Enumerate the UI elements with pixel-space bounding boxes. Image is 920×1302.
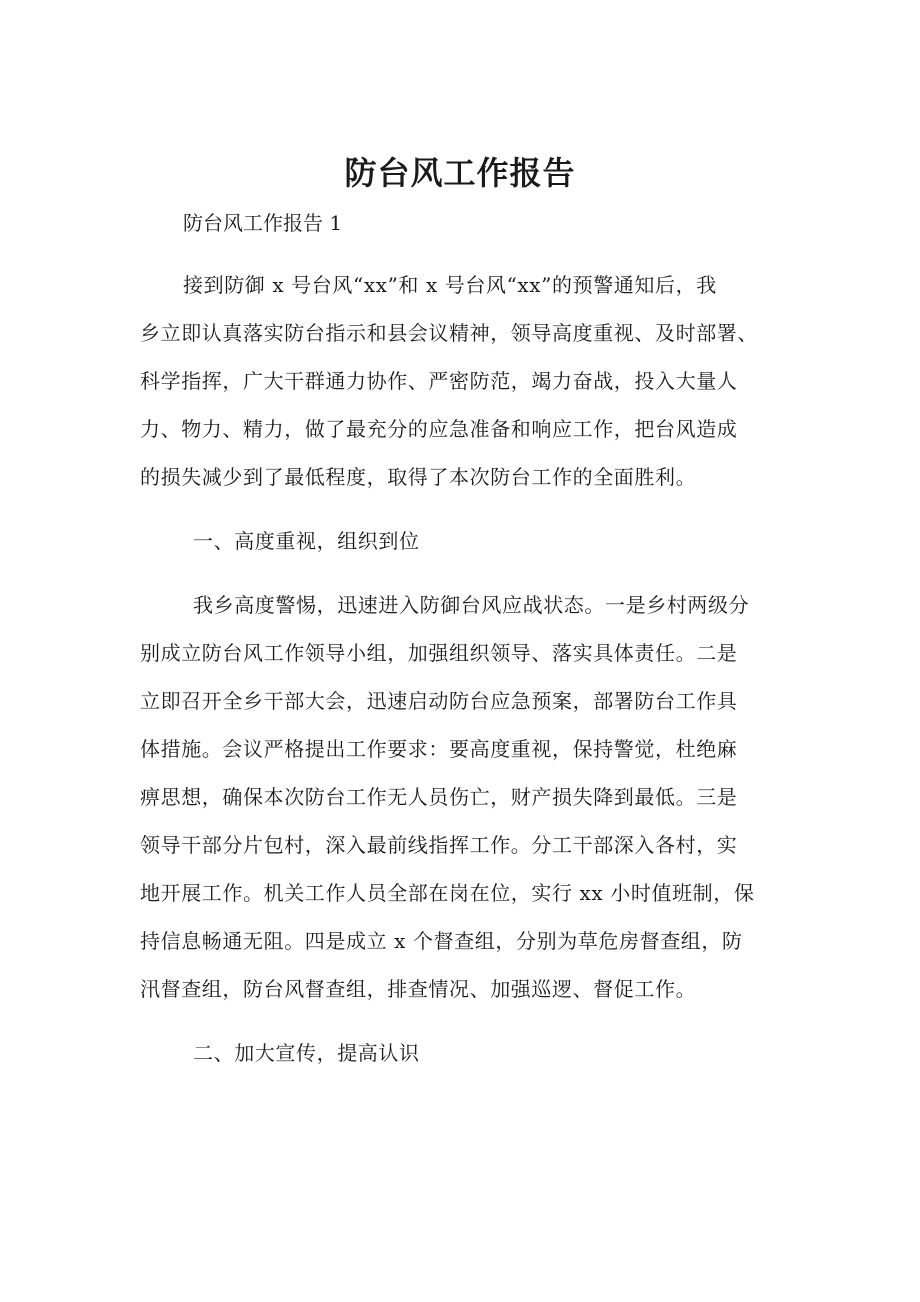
paragraph2-line: 持信息畅通无阻。四是成立 x 个督查组，分别为草危房督查组，防	[140, 929, 743, 953]
section-heading-1: 一、高度重视，组织到位	[193, 529, 420, 553]
paragraph1-line: 乡立即认真落实防台指示和县会议精神，领导高度重视、及时部署、	[140, 321, 758, 345]
paragraph2-line: 领导干部分片包村，深入最前线指挥工作。分工干部深入各村，实	[140, 833, 738, 857]
paragraph2-line: 立即召开全乡干部大会，迅速启动防台应急预案，部署防台工作具	[140, 689, 738, 713]
paragraph2-line: 我乡高度警惕，迅速进入防御台风应战状态。一是乡村两级分	[193, 593, 750, 617]
document-subtitle: 防台风工作报告 1	[183, 211, 343, 235]
paragraph2-line: 体措施。会议严格提出工作要求：要高度重视，保持警觉，杜绝麻	[140, 737, 738, 761]
paragraph2-line: 痹思想，确保本次防台工作无人员伤亡，财产损失降到最低。三是	[140, 785, 738, 809]
paragraph2-line: 汛督查组，防台风督查组，排查情况、加强巡逻、督促工作。	[140, 977, 697, 1001]
paragraph1-line: 科学指挥，广大干群通力协作、严密防范，竭力奋战，投入大量人	[140, 369, 738, 393]
paragraph2-line: 地开展工作。机关工作人员全部在岗在位，实行 xx 小时值班制，保	[140, 881, 755, 905]
section-heading-2: 二、加大宣传，提高认识	[193, 1041, 420, 1065]
paragraph1-line: 接到防御 x 号台风“xx”和 x 号台风“xx”的预警通知后，我	[183, 273, 717, 297]
paragraph1-line: 力、物力、精力，做了最充分的应急准备和响应工作，把台风造成	[140, 417, 738, 441]
paragraph1-line: 的损失减少到了最低程度，取得了本次防台工作的全面胜利。	[140, 465, 697, 489]
paragraph2-line: 别成立防台风工作领导小组，加强组织领导、落实具体责任。二是	[140, 641, 738, 665]
document-title: 防台风工作报告	[344, 154, 576, 192]
